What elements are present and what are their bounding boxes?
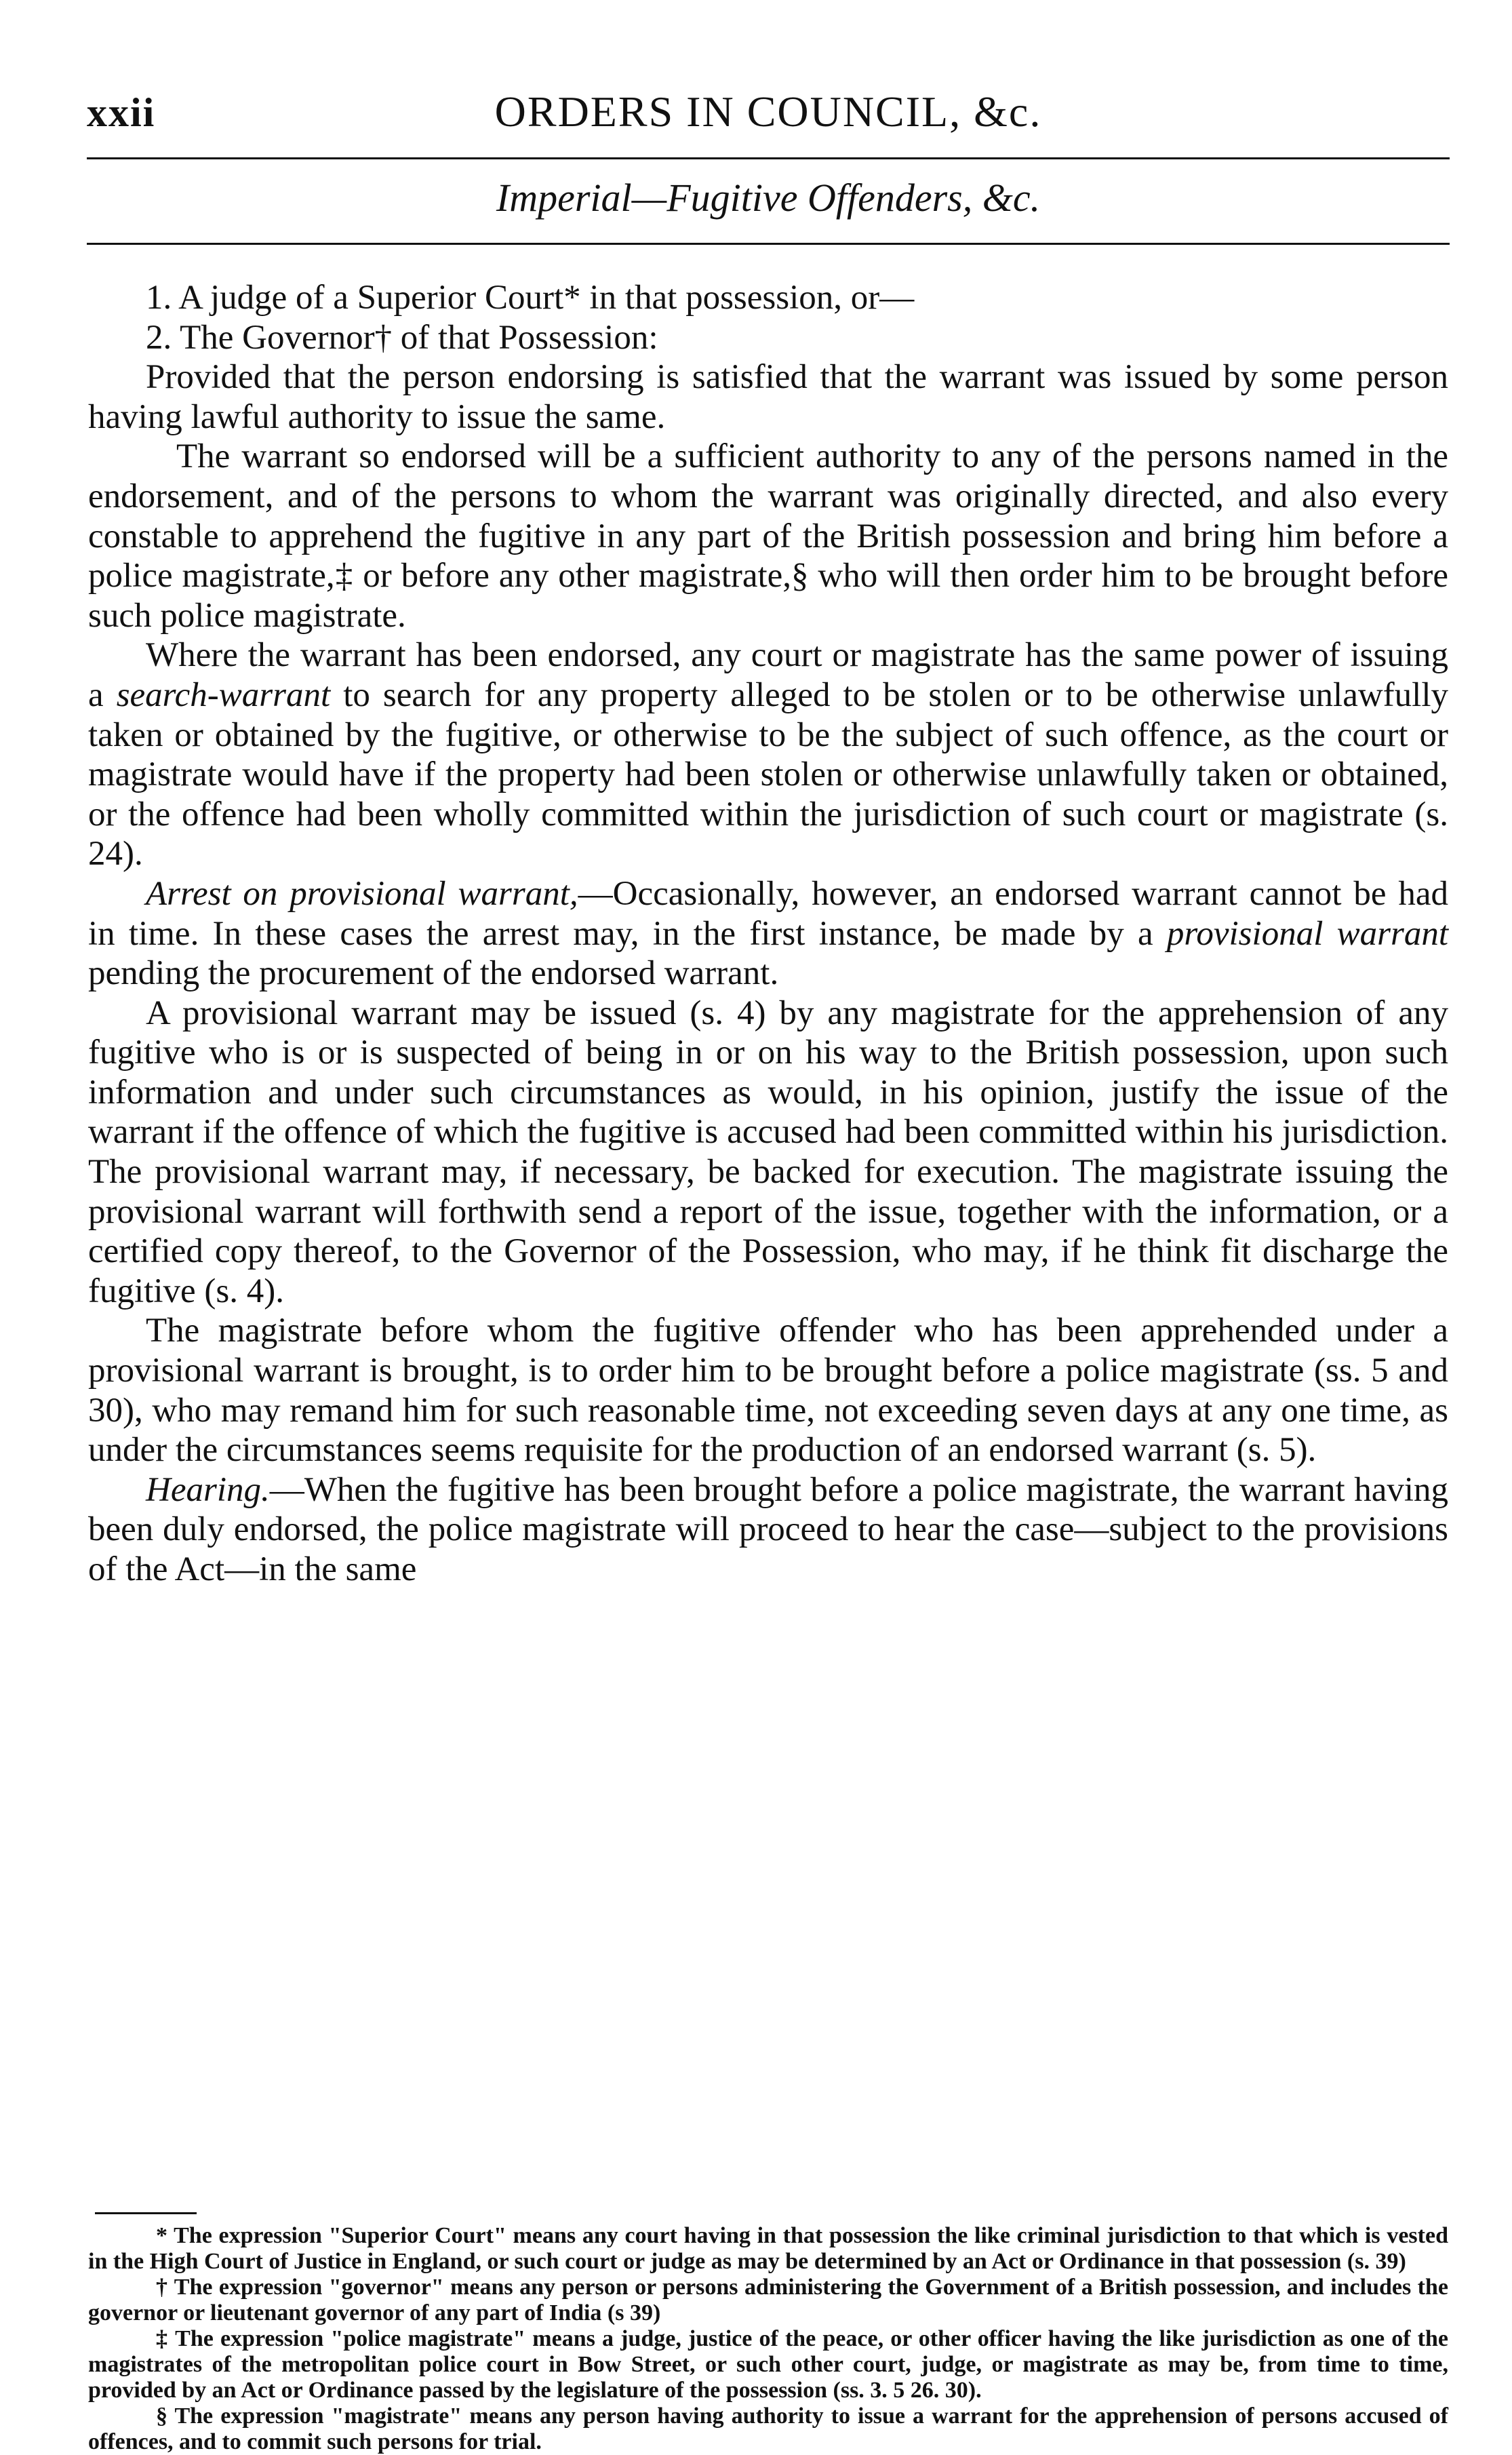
page-number: xxii [87, 90, 156, 135]
main-text [88, 278, 1448, 1590]
footnote-superior-court: * The expression "Superior Court" means any court having in that possession the like criminal jurisdiction to that which is vested in the High Court of Justice in England, or such court or judge as may be determined by an Act or Ordinance in that possession (s. 39) [88, 2223, 1448, 2274]
paragraph-provided: Provided that the person endorsing is satisfied that the warrant was issued by some person having lawful authority to issue the same. [88, 358, 1448, 436]
section-title: Imperial—Fugitive Offenders, &c. [496, 176, 1041, 220]
hearing-heading: Hearing. [146, 1470, 270, 1509]
search-text-b: to search for any property alleged to be stolen or to be otherwise unlawfully taken or obtained by the fugitive, or otherwise to be the subject of such offence, as the court or magistrate would have if the property had been stolen or otherwise unlawfully taken or obtained, or the offence had been wholly committed within the jurisdiction of such court or magistrate (s. 24). [88, 675, 1448, 873]
paragraph-arrest [88, 874, 1448, 994]
paragraph-magistrate: The magistrate before whom the fugitive offender who has been apprehended under a provisional warrant is brought, is to order him to be brought before a police magistrate (ss. 5 and 30), who may remand him for such reasonable time, not exceeding seven days at any one time, as under the circumstances seems requisite for the production of an endorsed warrant (s. 5). [88, 1312, 1448, 1470]
footnote-magistrate: § The expression "magistrate" means any person having authority to issue a warrant for the apprehension of persons accused of offences, and to commit such persons for trial. [88, 2403, 1448, 2454]
search-text-a: Where the warrant has been endorsed, any court or magistrate has the same power of issuing a [88, 636, 1448, 714]
arrest-text-a: —Occasionally, however, an endorsed warrant cannot be had in time. In these cases the arrest may, in the first instance, be made by a [88, 874, 1449, 953]
list-item-2: 2. The Governor† of that Possession: [146, 318, 658, 357]
provisional-warrant-term: provisional warrant [1166, 914, 1448, 953]
list-item-1: 1. A judge of a Superior Court* in that possession, or— [146, 279, 915, 317]
header-rule-top [87, 157, 1450, 159]
footnote-police-magistrate: ‡ The expression "police magistrate" means a judge, justice of the peace, or other officer having the like jurisdiction as one of the magistrates of the metropolitan police court in Bow Street, or such other court, judge, or magistrate as may be, from time to time, provided by an Act or Ordinance passed by the legislature of the possession (ss. 3. 5 26. 30). [88, 2326, 1448, 2403]
footnote-separator [95, 2212, 197, 2214]
paragraph-hearing [88, 1470, 1448, 1590]
hearing-text: —When the fugitive has been brought before a police magistrate, the warrant having been duly endorsed, the police magistrate will proceed to hear the case—subject to the provisions of the Act—in the same [88, 1470, 1448, 1588]
paragraph-provisional-warrant: A provisional warrant may be issued (s. 4) by any magistrate for the apprehension of any fugitive who is or is suspected of being in or on his way to the British possession, upon such information and under such circumstances as would, in his opinion, justify the issue of the warrant if the offence of which the fugitive is accused had been committed within his jurisdiction. The provisional warrant may, if necessary, be backed for execution. The magistrate issuing the provisional warrant will forthwith send a report of the issue, together with the information, or a certified copy thereof, to the Governor of the Possession, who may, if he think fit discharge the fugitive (s. 4). [88, 994, 1448, 1310]
page-header [87, 81, 1450, 149]
paragraph-warrant-endorsed: The warrant so endorsed will be a sufficient authority to any of the persons named in the endorsement, and of the persons to whom the warrant was originally directed, and also every constable to apprehend the fugitive in any part of the British possession and bring him before a police magistrate,‡ or before any other magistrate,§ who will then order him to be brought before such police magistrate. [88, 437, 1448, 635]
footnote-governor: † The expression "governor" means any person or persons administering the Government of a British possession, and includes the governor or lieutenant governor of any part of India (s 39) [88, 2275, 1448, 2325]
footnotes [88, 2223, 1448, 2455]
running-title: ORDERS IN COUNCIL, &c. [494, 87, 1042, 136]
search-warrant-term: search-warrant [116, 675, 331, 714]
header-rule-bottom [87, 243, 1450, 245]
arrest-text-b: pending the procurement of the endorsed warrant. [88, 954, 779, 993]
paragraph-search-warrant [88, 635, 1448, 874]
arrest-heading: Arrest on provisional warrant, [146, 874, 578, 913]
